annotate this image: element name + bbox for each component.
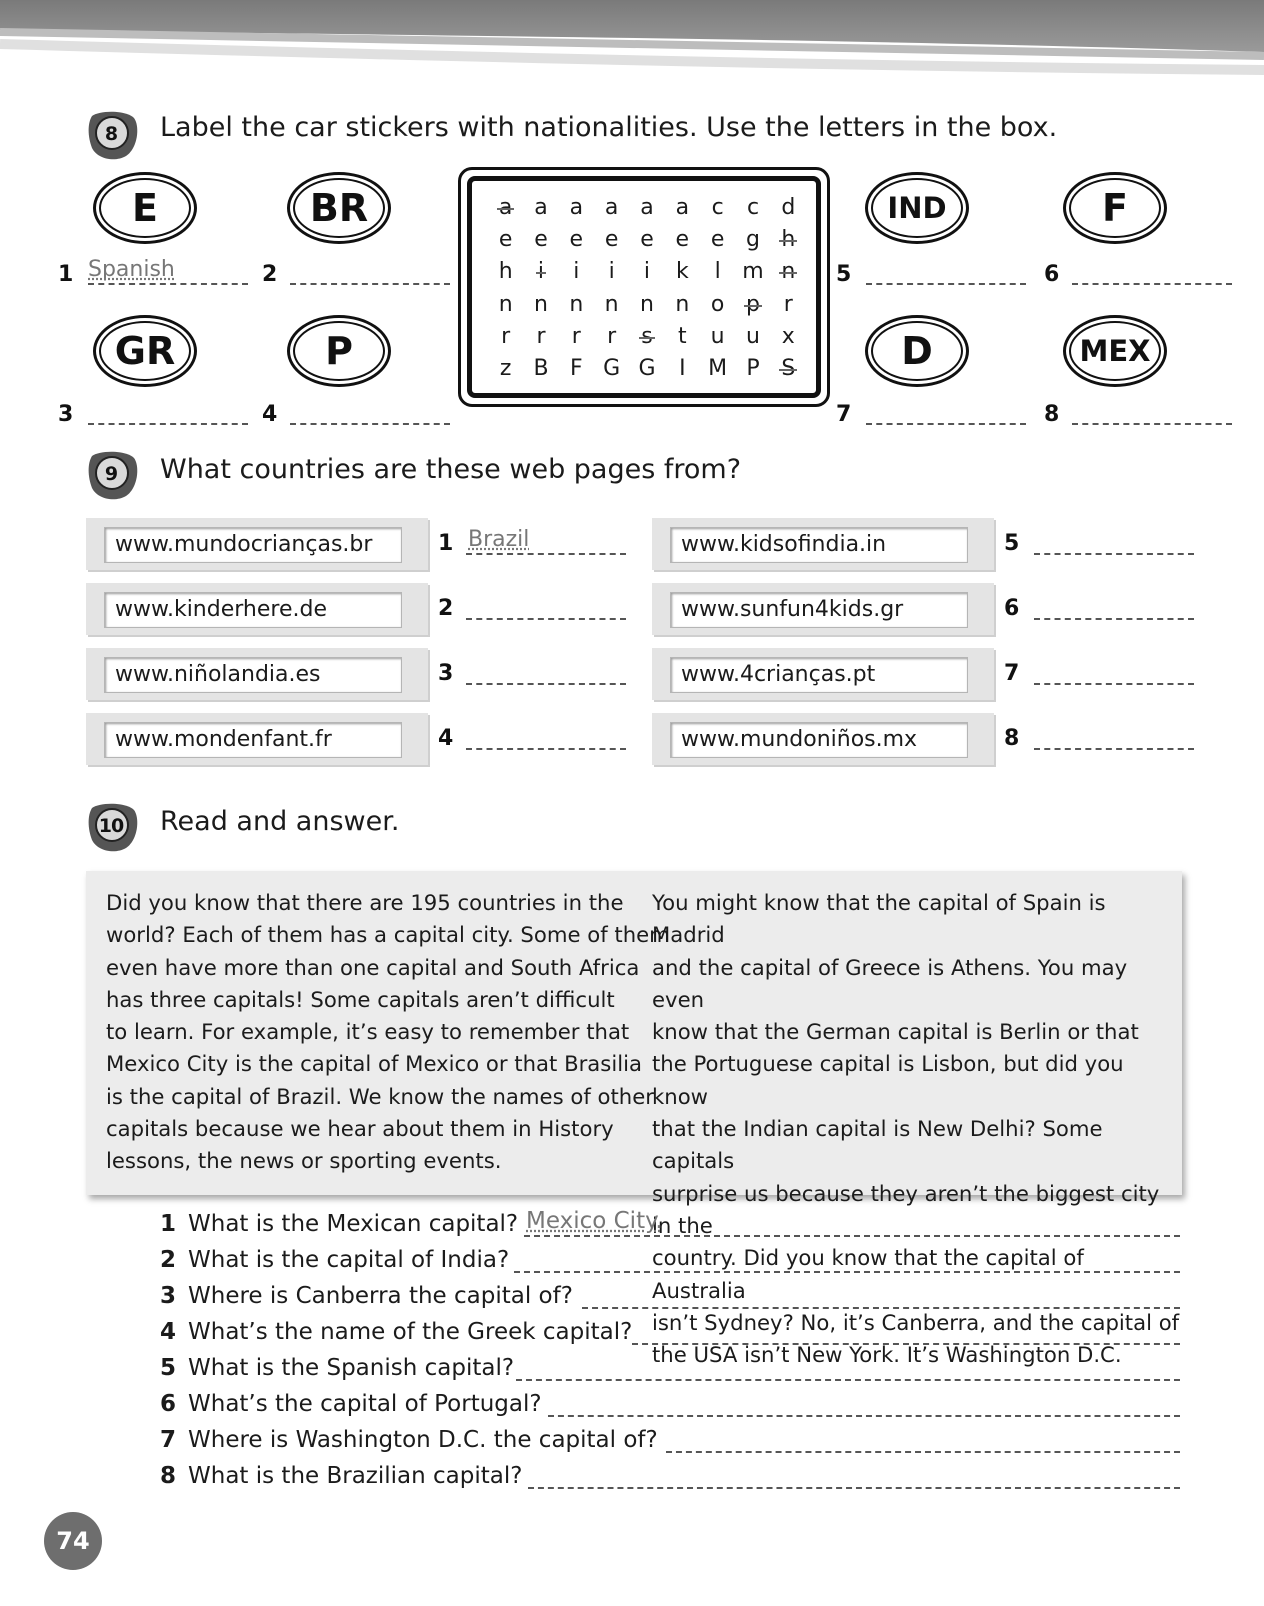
letter: F [569, 356, 583, 382]
question [160, 1391, 542, 1417]
item-number: 5 [1004, 531, 1020, 556]
web-address-field [104, 722, 402, 758]
exercise-10-instruction: Read and answer. [160, 806, 400, 837]
answer-line[interactable] [290, 283, 450, 285]
letter: M [708, 356, 728, 382]
question [160, 1247, 509, 1273]
car-sticker-p [287, 315, 391, 387]
letter: a [675, 194, 690, 220]
web-address-panel [86, 518, 428, 570]
letter: o [710, 291, 725, 317]
answer-line[interactable] [666, 1451, 1180, 1453]
item-number: 4 [262, 402, 278, 427]
letter: e [640, 226, 654, 252]
car-sticker-br [287, 172, 391, 244]
question [160, 1463, 522, 1489]
web-address: www.kidsofindia.in [681, 532, 887, 557]
letter: a [534, 194, 548, 220]
letter: r [783, 291, 793, 317]
question-text: Where is Washington D.C. the capital of? [188, 1427, 658, 1453]
web-address-field [670, 592, 968, 628]
sticker-code: BR [309, 186, 369, 230]
letter: c [746, 194, 760, 220]
text-line: lessons, the news or sporting events. [106, 1148, 502, 1174]
answer-line[interactable] [466, 683, 626, 685]
exercise-number: 9 [104, 463, 118, 485]
question-number: 1 [160, 1211, 177, 1237]
item-number: 4 [438, 726, 454, 751]
letter: i [643, 259, 651, 285]
question-text: What’s the name of the Greek capital? [188, 1319, 633, 1345]
web-address-panel [652, 713, 994, 765]
web-address-field [670, 527, 968, 563]
letter: h [781, 226, 796, 252]
web-address-panel [652, 518, 994, 570]
question-number: 5 [160, 1355, 177, 1381]
letter: x [781, 323, 795, 349]
question [160, 1427, 658, 1453]
exercise-8-instruction: Label the car stickers with nationalities. Use the letters in the box. [160, 112, 1058, 143]
text-line: You might know that the capital of Spain is Madrid [652, 890, 1106, 948]
answer-line[interactable] [1034, 683, 1194, 685]
letter: r [607, 323, 617, 349]
car-sticker-mex [1063, 315, 1167, 387]
letter: a [640, 194, 654, 220]
exercise-8-badge [86, 108, 140, 160]
item-number: 1 [58, 262, 74, 287]
letter: d [781, 194, 796, 220]
letter: n [604, 291, 619, 317]
text-line: Did you know that there are 195 countries in the [106, 890, 624, 915]
question-number: 3 [160, 1283, 177, 1309]
letter: a [569, 194, 584, 220]
web-address: www.kinderhere.de [115, 597, 327, 622]
answer-line[interactable] [514, 1271, 1180, 1273]
question-text: What is the Brazilian capital? [188, 1463, 523, 1489]
car-sticker-gr [93, 315, 197, 387]
letter: p [746, 291, 760, 317]
web-address: www.4crianças.pt [681, 662, 876, 687]
letter: l [714, 259, 721, 285]
question [160, 1211, 518, 1237]
letter: e [569, 226, 584, 252]
exercise-9-instruction: What countries are these web pages from? [160, 454, 742, 485]
question-text: Where is Canberra the capital of? [188, 1283, 573, 1309]
text-line: even have more than one capital and South Africa [106, 954, 640, 980]
text-line: Mexico City is the capital of Mexico or that Brasilia [106, 1051, 642, 1077]
car-sticker-d [865, 315, 969, 387]
exercise-9-badge [86, 448, 140, 500]
sticker-code: MEX [1079, 334, 1151, 368]
reading-column-right [652, 887, 1182, 1371]
answer-line[interactable] [466, 553, 626, 555]
answer-line[interactable] [528, 1487, 1180, 1489]
item-number: 6 [1004, 596, 1020, 621]
letter-box-inner [467, 176, 821, 398]
letter: G [603, 356, 621, 382]
web-address-panel [86, 648, 428, 700]
text-line: and the capital of Greece is Athens. You may even [652, 954, 1128, 1012]
letter: n [640, 291, 654, 317]
letter: i [573, 259, 580, 285]
answer-text: Brazil [468, 527, 530, 552]
letter: i [608, 259, 615, 285]
answer-line[interactable] [1034, 553, 1194, 555]
letter: a [498, 194, 513, 220]
web-address: www.mundoniños.mx [681, 727, 918, 752]
header-band [0, 0, 1264, 84]
answer-line[interactable] [548, 1415, 1180, 1417]
sticker-code: F [1102, 186, 1128, 230]
letter: B [533, 356, 549, 382]
page-number: 74 [44, 1512, 102, 1570]
item-number: 6 [1044, 262, 1060, 287]
item-number: 8 [1044, 402, 1060, 427]
letter: n [569, 291, 584, 317]
sticker-code: D [901, 329, 933, 373]
reading-column-left [106, 887, 670, 1178]
letter: m [742, 259, 764, 285]
question-number: 7 [160, 1427, 177, 1453]
text-line: the Portuguese capital is Lisbon, but did you know [652, 1051, 1124, 1109]
question-number: 8 [160, 1463, 177, 1489]
letter: e [710, 226, 725, 252]
text-line: surprise us because they aren’t the biggest city in the [652, 1180, 1160, 1238]
sticker-code: GR [114, 329, 176, 373]
answer-line[interactable] [466, 618, 626, 620]
car-sticker-e [93, 172, 197, 244]
item-number: 7 [1004, 661, 1020, 686]
item-number: 7 [836, 402, 852, 427]
question [160, 1355, 514, 1381]
text-line: country. Did you know that the capital of Australia [652, 1245, 1084, 1303]
question-text: What is the Mexican capital? [188, 1211, 519, 1237]
letter: c [711, 194, 724, 220]
car-sticker-f [1063, 172, 1167, 244]
car-sticker-ind [865, 172, 969, 244]
answer-line[interactable] [88, 423, 248, 425]
answer-line[interactable] [1072, 283, 1232, 285]
text-line: has three capitals! Some capitals aren’t difficult [106, 986, 615, 1012]
letter: a [604, 194, 619, 220]
item-number: 8 [1004, 726, 1020, 751]
question-text: What is the Spanish capital? [188, 1355, 515, 1381]
text-line: that the Indian capital is New Delhi? Some capitals [652, 1116, 1103, 1174]
answer-line[interactable] [1072, 423, 1232, 425]
answer-line[interactable] [632, 1343, 1180, 1345]
item-number: 2 [438, 596, 454, 621]
letter: e [604, 226, 619, 252]
question-text: What’s the capital of Portugal? [188, 1391, 542, 1417]
question [160, 1319, 632, 1345]
question-number: 4 [160, 1319, 177, 1345]
letter: s [641, 323, 653, 349]
question [160, 1283, 573, 1309]
answer-line[interactable] [88, 283, 248, 285]
letter: z [499, 356, 512, 382]
item-number: 3 [58, 402, 74, 427]
exercise-number: 10 [98, 815, 124, 837]
letter: e [498, 226, 513, 252]
letter: h [498, 259, 513, 285]
letter-grid [488, 191, 806, 385]
letter: n [498, 291, 513, 317]
question-text: What is the capital of India? [188, 1247, 510, 1273]
web-address-field [670, 722, 968, 758]
question-number: 2 [160, 1247, 177, 1273]
answer-line[interactable] [1034, 748, 1194, 750]
letter: e [534, 226, 548, 252]
sticker-code: P [325, 329, 353, 373]
letter: r [536, 323, 546, 349]
letter: n [675, 291, 690, 317]
letter: u [710, 323, 725, 349]
letter: k [675, 259, 689, 285]
letter: t [678, 323, 687, 349]
answer-line[interactable] [516, 1379, 1180, 1381]
text-line: know that the German capital is Berlin or that [652, 1019, 1139, 1045]
web-address-panel [86, 583, 428, 635]
web-address-panel [652, 583, 994, 635]
text-line: world? Each of them has a capital city. Some of them [106, 922, 670, 948]
web-address: www.mondenfant.fr [115, 727, 332, 752]
answer-line[interactable] [866, 283, 1026, 285]
exercise-number: 8 [104, 123, 118, 145]
answer-line[interactable] [866, 423, 1026, 425]
web-address-field [104, 592, 402, 628]
letter: n [781, 259, 796, 285]
text-line: the USA isn’t New York. It’s Washington D.C. [652, 1342, 1122, 1368]
web-address-field [104, 657, 402, 693]
web-address-field [670, 657, 968, 693]
answer-text: Mexico City. [526, 1208, 663, 1234]
item-number: 2 [262, 262, 278, 287]
letter: n [534, 291, 548, 317]
sticker-code: IND [887, 191, 947, 225]
web-address: www.sunfun4kids.gr [681, 597, 904, 622]
item-number: 1 [438, 531, 454, 556]
letter: g [746, 226, 760, 252]
letter-box [458, 167, 830, 407]
letter: r [571, 323, 581, 349]
text-line: capitals because we hear about them in History [106, 1116, 614, 1142]
answer-line[interactable] [582, 1307, 1180, 1309]
item-number: 5 [836, 262, 852, 287]
sticker-code: E [132, 186, 158, 230]
letter: r [501, 323, 511, 349]
text-line: isn’t Sydney? No, it’s Canberra, and the capital of [652, 1309, 1180, 1335]
answer-line[interactable] [1034, 618, 1194, 620]
question-number: 6 [160, 1391, 177, 1417]
answer-line[interactable] [466, 748, 626, 750]
exercise-10-badge [86, 800, 140, 852]
letter: I [679, 356, 686, 382]
text-line: is the capital of Brazil. We know the names of other [106, 1083, 654, 1109]
letter: P [746, 356, 760, 382]
answer-line[interactable] [524, 1235, 1180, 1237]
letter: i [537, 259, 545, 285]
letter: u [746, 323, 760, 349]
web-address: www.niñolandia.es [115, 662, 321, 687]
letter: S [781, 356, 796, 382]
web-address-panel [652, 648, 994, 700]
item-number: 3 [438, 661, 454, 686]
letter: e [675, 226, 690, 252]
answer-line[interactable] [290, 423, 450, 425]
answer-text: Spanish [88, 257, 175, 282]
web-address: www.mundocrianças.br [115, 532, 373, 557]
web-address-field [104, 527, 402, 563]
web-address-panel [86, 713, 428, 765]
text-line: to learn. For example, it’s easy to remember that [106, 1019, 630, 1045]
letter: G [638, 356, 656, 382]
